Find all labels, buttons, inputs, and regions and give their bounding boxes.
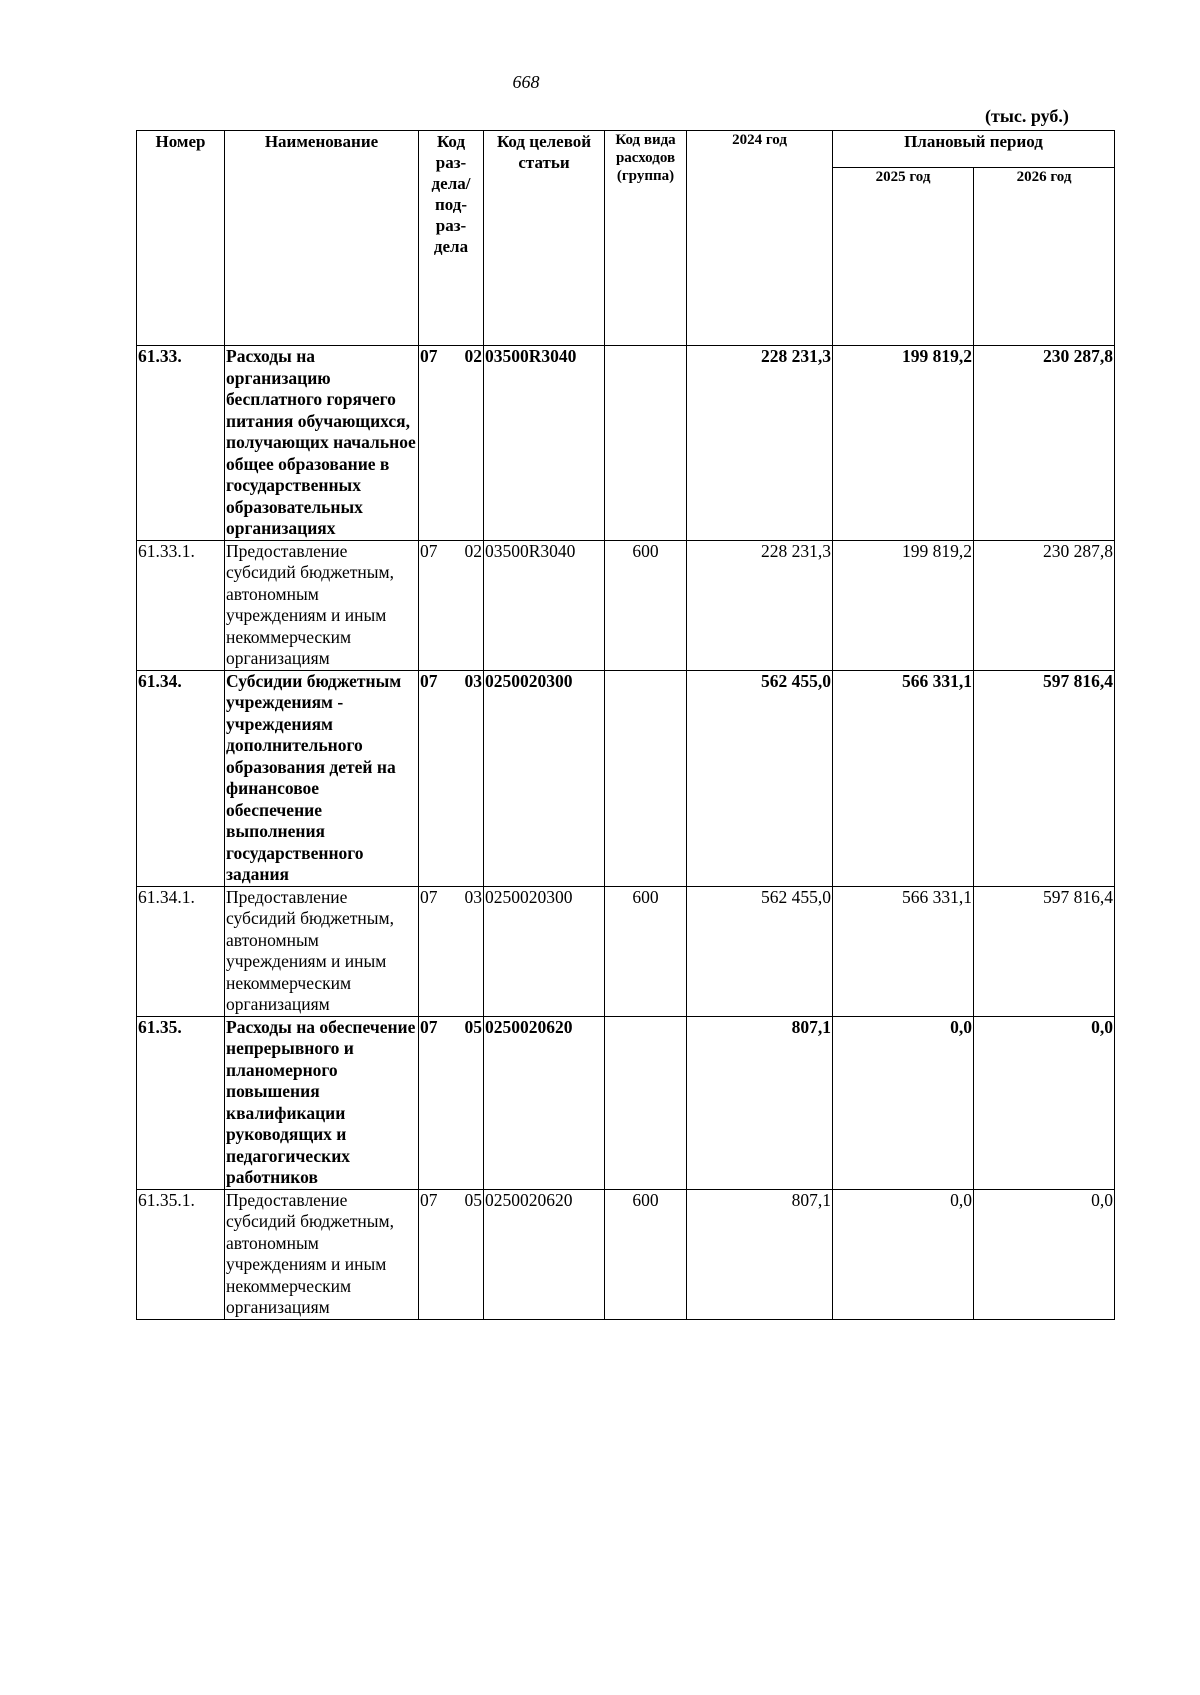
row-amount-2025: 199 819,2: [833, 346, 974, 541]
row-expense-kind: [605, 346, 687, 541]
row-subsection: 03: [464, 670, 482, 691]
header-year-2026: 2026 год: [974, 168, 1115, 346]
row-amount-2025: 0,0: [833, 1189, 974, 1319]
row-amount-2025: 566 331,1: [833, 670, 974, 886]
header-target-article: Код целевой статьи: [484, 131, 605, 346]
budget-table: [136, 130, 1115, 1320]
row-target-article: 0250020620: [484, 1189, 605, 1319]
header-year-2025: 2025 год: [833, 168, 974, 346]
units-label: (тыс. руб.): [985, 106, 1069, 126]
table-row: [137, 540, 1115, 670]
row-amount-2026: 230 287,8: [974, 346, 1115, 541]
table-row: [137, 1189, 1115, 1319]
row-number: 61.33.: [137, 346, 225, 541]
header-number: Номер: [137, 131, 225, 346]
table-header: [137, 131, 1115, 346]
row-amount-2026: 597 816,4: [974, 670, 1115, 886]
row-name: Предоставление субсидий бюджетным, автономным учреждениям и иным некоммерческим организациям: [225, 540, 419, 670]
row-number: 61.35.: [137, 1016, 225, 1189]
row-amount-2025: 566 331,1: [833, 886, 974, 1016]
row-number: 61.34.: [137, 670, 225, 886]
row-section: 07: [420, 346, 438, 366]
row-section-code: [419, 540, 484, 670]
row-expense-kind: [605, 670, 687, 886]
row-subsection: 02: [464, 540, 482, 561]
row-section-code: [419, 346, 484, 541]
row-amount-2026: 597 816,4: [974, 886, 1115, 1016]
row-amount-2026: 0,0: [974, 1016, 1115, 1189]
row-number: 61.33.1.: [137, 540, 225, 670]
row-target-article: 0250020300: [484, 886, 605, 1016]
row-name: Расходы на обеспечение непрерывного и планомерного повышения квалификации руководящих и педагогических работников: [225, 1016, 419, 1189]
row-name: Субсидии бюджетным учреждениям - учреждениям дополнительного образования детей на финансовое обеспечение выполнения государственного задания: [225, 670, 419, 886]
row-expense-kind: 600: [605, 540, 687, 670]
row-section-code: [419, 1189, 484, 1319]
row-name: Предоставление субсидий бюджетным, автономным учреждениям и иным некоммерческим организациям: [225, 1189, 419, 1319]
row-subsection: 05: [464, 1016, 482, 1037]
row-number: 61.35.1.: [137, 1189, 225, 1319]
row-number: 61.34.1.: [137, 886, 225, 1016]
row-name: Предоставление субсидий бюджетным, автономным учреждениям и иным некоммерческим организациям: [225, 886, 419, 1016]
row-section-code: [419, 886, 484, 1016]
row-target-article: 0250020300: [484, 670, 605, 886]
row-subsection: 02: [464, 346, 482, 366]
header-expense-kind: Код вида расходов (группа): [605, 131, 687, 346]
row-expense-kind: 600: [605, 1189, 687, 1319]
row-section-code: [419, 1016, 484, 1189]
header-planned-period: Плановый период: [833, 131, 1115, 168]
row-expense-kind: [605, 1016, 687, 1189]
row-section: 07: [420, 886, 438, 907]
row-amount-2024: 807,1: [687, 1016, 833, 1189]
row-section: 07: [420, 540, 438, 561]
row-section: 07: [420, 1016, 438, 1037]
page-number: 668: [512, 72, 540, 92]
row-subsection: 03: [464, 886, 482, 907]
row-expense-kind: 600: [605, 886, 687, 1016]
header-section: Код раз-дела/ под-раз-дела: [419, 131, 484, 346]
row-amount-2026: 0,0: [974, 1189, 1115, 1319]
row-name: Расходы на организацию бесплатного горячего питания обучающихся, получающих начальное общее образование в государственных образовательных организациях: [225, 346, 419, 541]
row-amount-2024: 562 455,0: [687, 670, 833, 886]
table-row: [137, 886, 1115, 1016]
row-amount-2024: 228 231,3: [687, 346, 833, 541]
row-amount-2024: 228 231,3: [687, 540, 833, 670]
row-section: 07: [420, 670, 438, 691]
table-row: [137, 670, 1115, 886]
header-year-2024: 2024 год: [687, 131, 833, 346]
row-target-article: 03500R3040: [484, 540, 605, 670]
row-target-article: 0250020620: [484, 1016, 605, 1189]
row-target-article: 03500R3040: [484, 346, 605, 541]
row-section-code: [419, 670, 484, 886]
row-subsection: 05: [464, 1189, 482, 1210]
row-amount-2024: 562 455,0: [687, 886, 833, 1016]
row-amount-2026: 230 287,8: [974, 540, 1115, 670]
table-row: [137, 346, 1115, 541]
table-row: [137, 1016, 1115, 1189]
row-amount-2025: 0,0: [833, 1016, 974, 1189]
row-section: 07: [420, 1189, 438, 1210]
table-body: [137, 346, 1115, 1320]
header-name: Наименование: [225, 131, 419, 346]
row-amount-2025: 199 819,2: [833, 540, 974, 670]
row-amount-2024: 807,1: [687, 1189, 833, 1319]
